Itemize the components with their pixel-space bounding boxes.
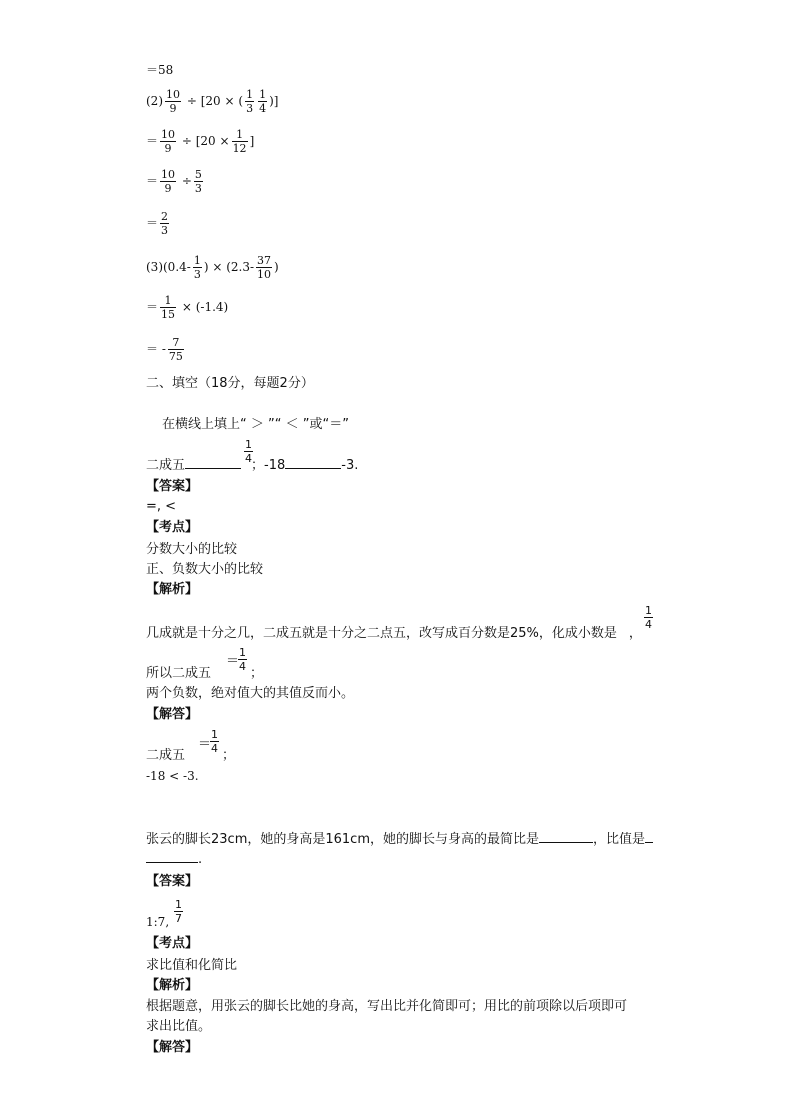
- solution-line: 二成五: [146, 748, 186, 763]
- solution-line: -18 < -3.: [146, 769, 199, 783]
- q1-instruction: 在横线上填上“ ＞ ”“ ＜ ”或“＝”: [162, 417, 349, 432]
- section-heading: 二、填空（18分，每题2分）: [146, 376, 314, 391]
- fraction: $\frac{5}{3}$: [194, 168, 202, 195]
- analysis-line: 求出比值。: [146, 1019, 212, 1034]
- analysis-line: 根据题意，用张云的脚长比她的身高，写出比并化简即可；用比的前项除以后项即可: [146, 999, 628, 1014]
- topic-label: 【考点】: [146, 520, 199, 535]
- analysis-label: 【解析】: [146, 582, 199, 597]
- fraction: $\frac{1}{4}$: [259, 88, 267, 115]
- analysis-line: 所以二成五: [146, 666, 212, 681]
- fraction: $\frac{1}{3}$: [246, 88, 254, 115]
- topic-item: 分数大小的比较: [146, 542, 238, 557]
- fraction: $\frac{10}{9}$: [166, 88, 180, 115]
- fraction: $\frac{37}{10}$: [257, 254, 272, 281]
- answer-text: 1:7,: [146, 915, 170, 929]
- calc-line-2-1: (2) $\frac{10}{9}$ ÷ [20 × ( $\frac{1}{3}$ $\frac{1}{4}$ )]: [146, 88, 279, 115]
- calc-line-2-4: ＝ $\frac{2}{3}$: [146, 210, 169, 237]
- calc-line-3-3: ＝ - $\frac{7}{75}$: [146, 336, 183, 363]
- fraction: $\frac{1}{3}$: [193, 254, 201, 281]
- calc-line-2-3: ＝ $\frac{10}{9}$ ÷ $\frac{5}{3}$: [146, 168, 202, 195]
- analysis-line: 几成就是十分之几，二成五就是十分之二点五，改写成百分数是25%，化成小数是 ，: [146, 626, 642, 641]
- topic-label: 【考点】: [146, 936, 199, 951]
- fraction: $\frac{1}{12}$: [232, 128, 247, 155]
- analysis-end: ；: [250, 666, 264, 681]
- fraction: $\frac{10}{9}$: [161, 128, 176, 155]
- q2-question-cont: .: [146, 852, 202, 868]
- solution-end: ；: [222, 748, 236, 763]
- topic-item: 正、负数大小的比较: [146, 562, 264, 577]
- analysis-fraction: 1 4: [645, 604, 652, 631]
- fraction: $\frac{1}{15}$: [161, 294, 176, 321]
- answer-fraction: 1 7: [175, 898, 182, 925]
- solution-fraction: 1 4: [211, 728, 218, 755]
- q1-question: 二成五 ；-18 -3.: [146, 458, 359, 473]
- analysis-fraction: 1 4: [239, 646, 246, 673]
- answer-blank: [539, 842, 593, 843]
- analysis-line: 两个负数，绝对值大的其值反而小。: [146, 686, 355, 701]
- answer-blank: [185, 468, 241, 469]
- topic-item: 求比值和化简比: [146, 958, 238, 973]
- calc-line-2-2: ＝ $\frac{10}{9}$ ÷ [20 × $\frac{1}{12}$ ]: [146, 128, 255, 155]
- solution-label: 【解答】: [146, 707, 199, 722]
- answer-blank: [146, 862, 198, 863]
- solution-label: 【解答】: [146, 1040, 199, 1055]
- calc-line-3-1: (3)(0.4- $\frac{1}{3}$ ) × (2.3- $\frac{37}{10}$ ): [146, 254, 279, 281]
- answer-blank: [645, 842, 653, 843]
- fraction: $\frac{10}{9}$: [161, 168, 176, 195]
- analysis-equals: ＝: [226, 654, 240, 669]
- fraction: $\frac{2}{3}$: [161, 210, 169, 237]
- q2-question: 张云的脚长23cm，她的身高是161cm，她的脚长与身高的最简比是 ，比值是: [146, 832, 653, 848]
- answer-text: =, <: [146, 499, 177, 514]
- calc-line-3-2: ＝ $\frac{1}{15}$ × (-1.4): [146, 294, 229, 321]
- q1-fraction-superscript: 1 4: [245, 438, 252, 465]
- answer-label: 【答案】: [146, 479, 199, 494]
- analysis-label: 【解析】: [146, 978, 199, 993]
- fraction: $\frac{7}{75}$: [168, 336, 183, 363]
- calc-line-result-58: ＝58: [146, 63, 174, 77]
- answer-blank: [285, 468, 341, 469]
- answer-label: 【答案】: [146, 874, 199, 889]
- solution-equals: ＝: [198, 737, 212, 752]
